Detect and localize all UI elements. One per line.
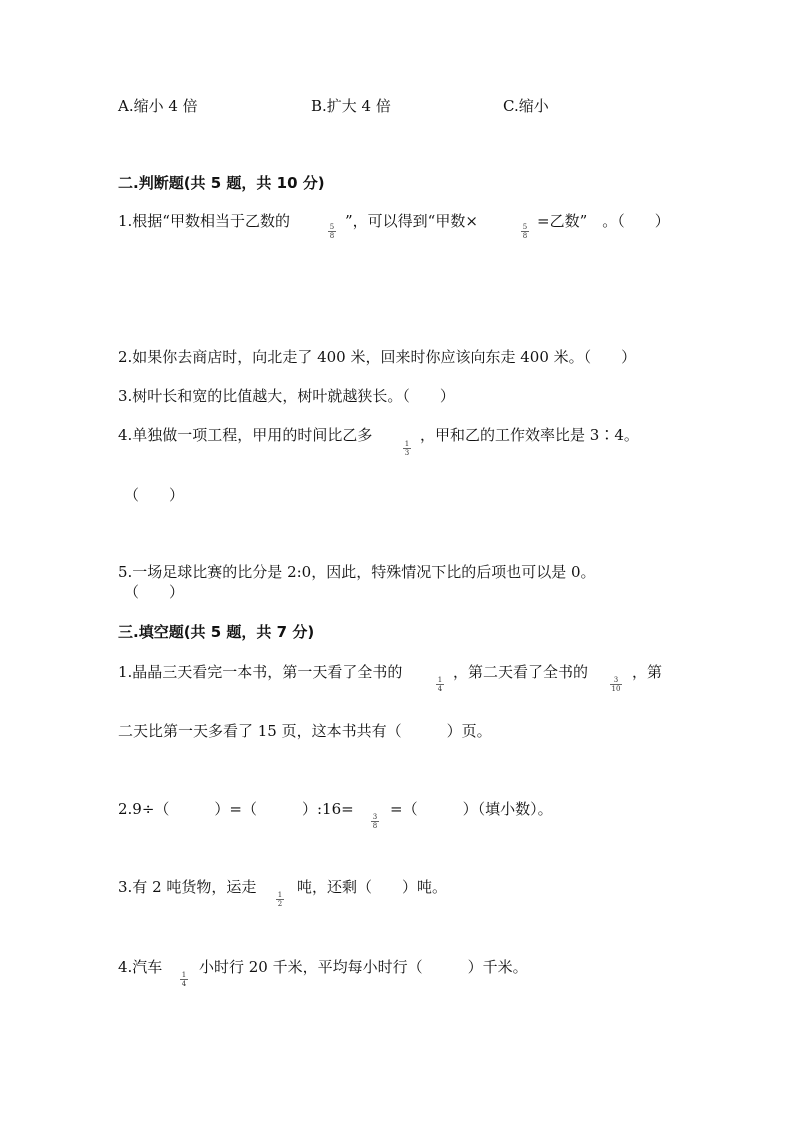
s3-q1-fraction-1 [436,676,444,693]
s2-q1-part3: =乙数” 。（ ） [537,212,670,230]
s2-q4-fraction [403,440,411,457]
s3-q2-part2: =（ ）（填小数）。 [390,800,553,818]
s3-q4-part2: 小时行 20 千米，平均每小时行（ ）千米。 [199,958,528,976]
fraction-numerator: 5 [329,223,335,231]
s2-q4-part2: ，甲和乙的工作效率比是 3∶4。 [420,426,639,444]
s3-q2-part1: 2.9÷（ ）=（ ）:16= [118,800,354,818]
option-a: A.缩小 4 倍 [118,97,198,115]
fraction-numerator: 1 [437,676,443,684]
s3-q1-part1: 1.晶晶三天看完一本书，第一天看了全书的 [118,663,403,681]
fraction-denominator: 8 [522,232,528,240]
fraction-denominator: 10 [611,685,621,693]
s2-q1-part2: ”，可以得到“甲数× [345,212,478,230]
option-c: C.缩小 [503,97,549,115]
fraction-numerator: 3 [372,813,378,821]
fraction-denominator: 4 [437,685,443,693]
option-b: B.扩大 4 倍 [311,97,391,115]
s3-q3-fraction [276,891,284,908]
section3-heading: 三.填空题(共 5 题，共 7 分) [118,623,315,641]
fraction-denominator: 8 [372,822,378,830]
s2-q4-part1: 4.单独做一项工程，甲用的时间比乙多 [118,426,373,444]
s2-q1-fraction-2 [521,223,529,240]
fraction-numerator: 1 [404,440,410,448]
s3-q3-part1: 3.有 2 吨货物，运走 [118,878,257,896]
s3-q1-line2: 二天比第一天多看了 15 页，这本书共有（ ）页。 [118,722,492,740]
fraction-denominator: 3 [404,449,410,457]
s2-q5-answer-paren: （ ） [124,583,185,601]
s3-q1-part3: ，第 [632,663,663,681]
fraction-denominator: 4 [181,980,187,988]
s2-q1-fraction-1 [328,223,336,240]
s2-q4-answer-paren: （ ） [124,486,185,504]
s3-q3-part2: 吨，还剩（ ）吨。 [297,878,448,896]
section2-heading: 二.判断题(共 5 题，共 10 分) [118,174,325,192]
fraction-denominator: 2 [277,900,283,908]
s3-q4-part1: 4.汽车 [118,958,163,976]
s2-q1-part1: 1.根据“甲数相当于乙数的 [118,212,290,230]
fraction-numerator: 1 [181,971,187,979]
fraction-numerator: 3 [613,676,619,684]
fraction-numerator: 5 [522,223,528,231]
s2-q3: 3.树叶长和宽的比值越大，树叶就越狭长。（ ） [118,387,455,405]
s3-q4-fraction [180,971,188,988]
s3-q1-fraction-2 [610,676,622,693]
s2-q5-line1: 5.一场足球比赛的比分是 2:0，因此，特殊情况下比的后项也可以是 0。 [118,563,596,581]
s3-q2-fraction [371,813,379,830]
s2-q2: 2.如果你去商店时，向北走了 400 米，回来时你应该向东走 400 米。（ ） [118,348,637,366]
fraction-numerator: 1 [277,891,283,899]
s3-q1-part2: ，第二天看了全书的 [453,663,589,681]
fraction-denominator: 8 [329,232,335,240]
